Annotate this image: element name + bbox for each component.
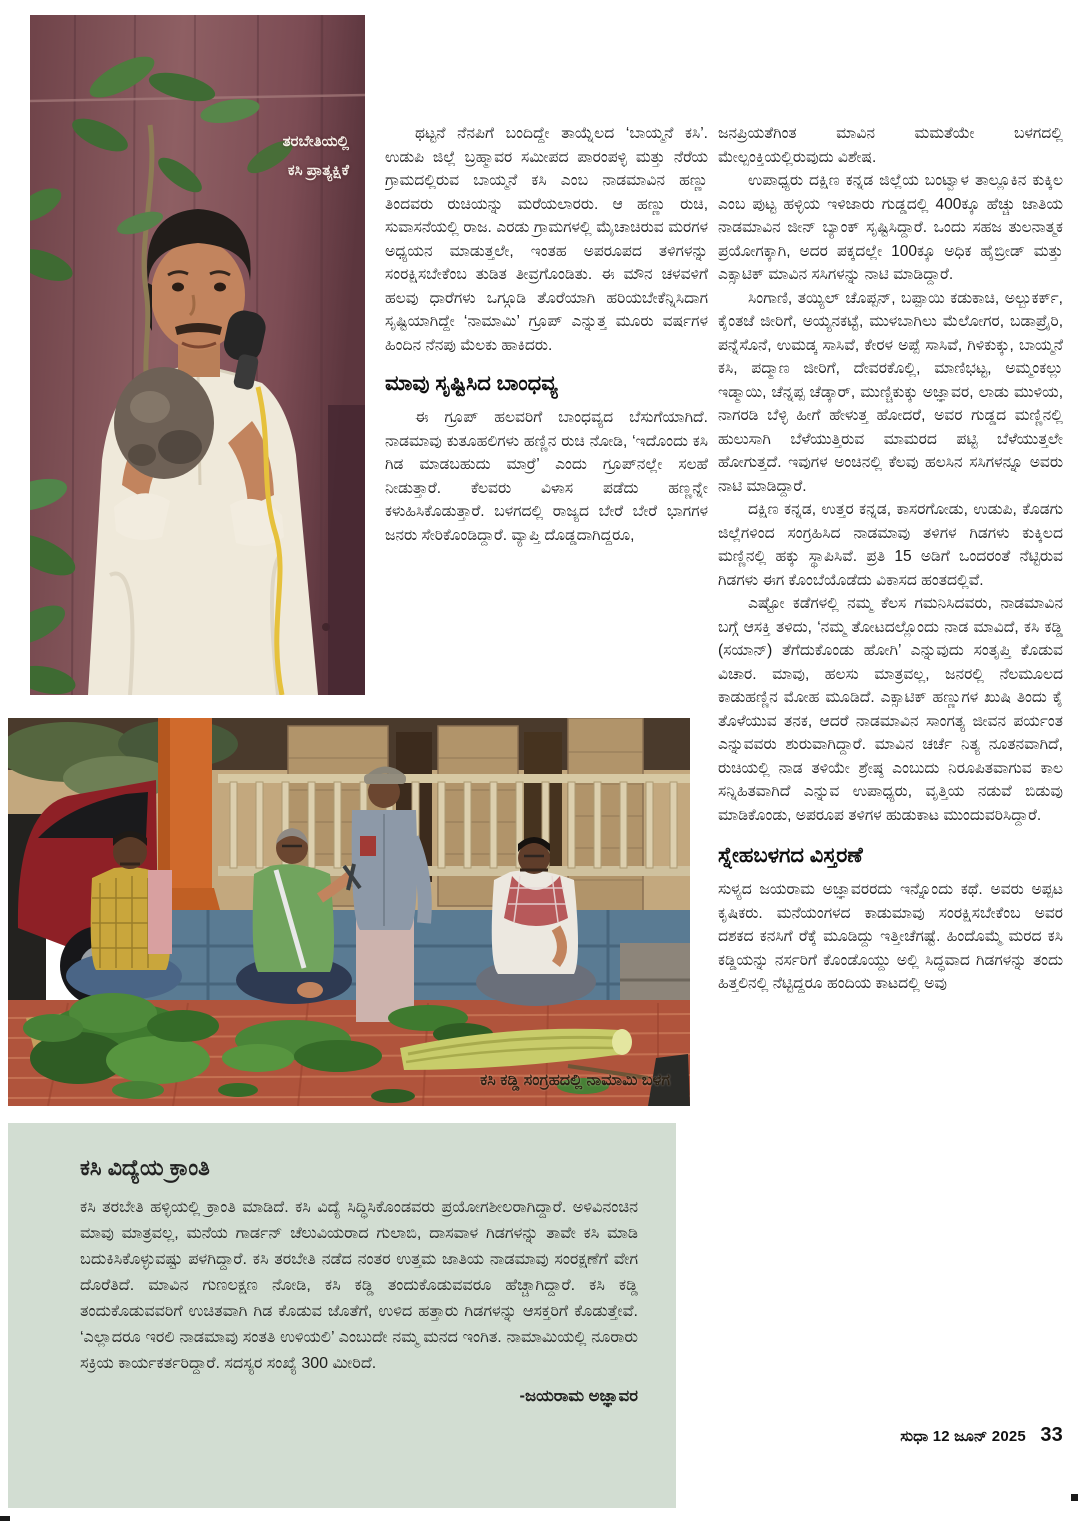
photo1-caption xyxy=(283,127,349,186)
paragraph: ದಕ್ಷಿಣ ಕನ್ನಡ, ಉತ್ತರ ಕನ್ನಡ, ಕಾಸರಗೋಡು, ಉಡುಪಿ, ಕೊಡಗು ಜಿಲ್ಲೆಗಳಿಂದ ಸಂಗ್ರಹಿಸಿದ ನಾಡಮಾವು ತಳಿಗಳ ಗಿಡಗಳು ಕುಕ್ಕಿಲದ ಮಣ್ಣಿನಲ್ಲಿ ಹಕ್ಕು ಸ್ಥಾಪಿಸಿವೆ. ಪ್ರತಿ 15 ಅಡಿಗೆ ಒಂದರಂತೆ ನೆಟ್ಟಿರುವ ಗಿಡಗಳು ಈಗ ಕೊಂಬೆಯೊಡೆದು ವಿಕಾಸದ ಹಂತದಲ್ಲಿವೆ. xyxy=(718,501,1063,589)
paragraph: ಸುಳ್ಯದ ಜಯರಾಮ ಅಜ್ಞಾವರರದು ಇನ್ನೊಂದು ಕಥೆ. ಅವರು ಅಪ್ಪಟ ಕೃಷಿಕರು. ಮನೆಯಂಗಳದ ಕಾಡುಮಾವು ಸಂರಕ್ಷಿಸಬೇಕೆಂಬ ಅವರ ದಶಕದ ಕನಸಿಗೆ ರೆಕ್ಕೆ ಮೂಡಿದ್ದು ಇತ್ತೀಚೆಗಷ್ಟೆ. ಹಿಂದೊಮ್ಮೆ ಮರದ ಕಸಿ ಕಡ್ಡಿಯನ್ನು ನರ್ಸರಿಗೆ ಕೊಂಡೊಯ್ದು ಅಲ್ಲಿ ಸಿದ್ಧವಾದ ಗಿಡಗಳನ್ನು ತಂದು ಹಿತ್ತಲಿನಲ್ಲಿ ನೆಟ್ಟಿದ್ದರೂ ಹಂದಿಯ ಕಾಟದಲ್ಲಿ ಅವು xyxy=(718,881,1063,993)
highlight-box-heading: ಕಸಿ ವಿದ್ಯೆಯ ಕ್ರಾಂತಿ xyxy=(80,1155,210,1180)
photo2-caption: ಕಸಿ ಕಡ್ಡಿ ಸಂಗ್ರಹದಲ್ಲಿ ನಾಮಾಮಿ ಬಳಗ xyxy=(480,1072,670,1089)
highlight-box-body: ಕಸಿ ತರಬೇತಿ ಹಳ್ಳಿಯಲ್ಲಿ ಕ್ರಾಂತಿ ಮಾಡಿದೆ. ಕಸಿ ವಿದ್ಯೆ ಸಿದ್ಧಿಸಿಕೊಂಡವರು ಪ್ರಯೋಗಶೀಲರಾಗಿದ್ದಾರೆ. ಅಳಿವಿನಂಚಿನ ಮಾವು ಮಾತ್ರವಲ್ಲ, ಮನೆಯ ಗಾರ್ಡನ್ ಚೆಲುವಿಯರಾದ ಗುಲಾಬಿ, ದಾಸವಾಳ ಗಿಡಗಳನ್ನು ತಾವೇ ಕಸಿ ಮಾಡಿ ಬದುಕಿಸಿಕೊಳ್ಳುವಷ್ಟು ಪಳಗಿದ್ದಾರೆ. ಕಸಿ ತರಬೇತಿ ನಡೆದ ನಂತರ ಉತ್ತಮ ಜಾತಿಯ ನಾಡಮಾವು ಸಂರಕ್ಷಣೆಗೆ ವೇಗ ದೊರೆತಿದೆ. ಮಾವಿನ ಗುಣಲಕ್ಷಣ ನೋಡಿ, ಕಸಿ ಕಡ್ಡಿ ತಂದುಕೊಡುವವರೂ ಹೆಚ್ಚಾಗಿದ್ದಾರೆ. ಕಸಿ ಕಡ್ಡಿ ತಂದುಕೊಡುವವರಿಗೆ ಉಚಿತವಾಗಿ ಗಿಡ ಕೊಡುವ ಜೊತೆಗೆ, ಉಳಿದ ಹತ್ತಾರು ಗಿಡಗಳನ್ನು ಆಸಕ್ತರಿಗೆ ಕೊಡುತ್ತೇವೆ. ‘ಎಲ್ಲಾದರೂ ಇರಲಿ ನಾಡಮಾವು ಸಂತತಿ ಉಳಿಯಲಿ’ ಎಂಬುದೇ ನಮ್ಮ ಮನದ ಇಂಗಿತ. ನಾಮಾಮಿಯಲ್ಲಿ ನೂರಾರು ಸಕ್ರಿಯ ಕಾರ್ಯಕರ್ತರಿದ್ದಾರೆ. ಸದಸ್ಯರ ಸಂಖ್ಯೆ 300 ಮೀರಿದೆ. xyxy=(80,1199,638,1372)
paragraph: ಸಿಂಗಾಣಿ, ತಯ್ಯಿಲ್ ಚೊಪ್ಪನ್, ಬಪ್ಪಾಯಿ ಕಡುಕಾಚಿ, ಅಲ್ಬುಕರ್ಕ್, ಕೈಂತಜೆ ಜೀರಿಗೆ, ಅಯ್ಯನಕಟ್ಟೆ, ಮುಳಬಾಗಿಲು ಮೆಲೋಗರ, ಬಡಾಪ್ರೈರಿ, ಪನ್ನೆಸೊನೆ, ಉಮಡ್ಕ ಸಾಸಿವೆ, ಕೇರಳ ಅಪ್ಪೆ ಸಾಸಿವೆ, ಗಿಳಿಕುಕ್ಕು, ಬಾಯ್ಮನೆ ಕಸಿ, ಪದ್ಮಾಣ ಜೀರಿಗೆ, ದೇವರಕೊಲ್ಲಿ, ಮಾಣಿಭಟ್ಟ, ಅಮ್ಮಂಕಲ್ಲು ಇಡ್ಮಾಯಿ, ಚೆನ್ನಪ್ಪ ಚೆಡ್ಕಾರ್, ಮುಣ್ಚಿಕುಕ್ಕು ಅಜ್ಞಾವರ, ಲಾಡು ಮುಳಿಯ, ನಾಗರಡಿ ಬೆಳ್ಳಿ ಹೀಗೆ ಹೇಳುತ್ತ ಹೋದರೆ, ಅವರ ಗುಡ್ಡದ ಮಣ್ಣಿನಲ್ಲಿ ಹುಲುಸಾಗಿ ಬೆಳೆಯುತ್ತಿರುವ ಮಾಮರದ ಪಟ್ಟಿ ಬೆಳೆಯುತ್ತಲೇ ಹೋಗುತ್ತದೆ. ಇವುಗಳ ಅಂಚಿನಲ್ಲಿ ಕೆಲವು ಹಲಸಿನ ಸಸಿಗಳನ್ನೂ ಅವರು ನಾಟಿ ಮಾಡಿದ್ದಾರೆ. xyxy=(718,289,1063,495)
page-edge-mark-left xyxy=(0,1516,10,1521)
page-edge-mark-right xyxy=(1071,1494,1078,1501)
photo-training-demo-illustration xyxy=(30,15,365,695)
photo-training-demo xyxy=(30,15,365,695)
magazine-issue: ಸುಧಾ 12 ಜೂನ್ 2025 xyxy=(900,1428,1026,1445)
section-heading-snehabalaga: ಸ್ನೇಹಬಳಗದ ವಿಸ್ತರಣೆ xyxy=(718,844,863,867)
page-footer xyxy=(718,1424,1063,1447)
paragraph: ಈ ಗ್ರೂಪ್ ಹಲವರಿಗೆ ಬಾಂಧವ್ಯದ ಬೆಸುಗೆಯಾಗಿದೆ. ನಾಡಮಾವು ಕುತೂಹಲಿಗಳು ಹಣ್ಣಿನ ರುಚಿ ನೋಡಿ, ‘ಇದೊಂದು ಕಸಿ ಗಿಡ ಮಾಡಬಹುದು ಮಾರ್ರೆ’ ಎಂದು ಗ್ರೂಪ್‌ನಲ್ಲೇ ಸಲಹೆ ನೀಡುತ್ತಾರೆ. ಕೆಲವರು ವಿಳಾಸ ಪಡೆದು ಹಣ್ಣನ್ನೇ ಕಳುಹಿಸಿಕೊಡುತ್ತಾರೆ. ಬಳಗದಲ್ಲಿ ರಾಜ್ಯದ ಬೇರೆ ಬೇರೆ ಭಾಗಗಳ ಜನರು ಸೇರಿಕೊಂಡಿದ್ದಾರೆ. ವ್ಯಾಪ್ತಿ ದೊಡ್ಡದಾಗಿದ್ದರೂ, xyxy=(385,409,708,544)
article-column-1 xyxy=(385,122,708,714)
page-number: 33 xyxy=(1040,1424,1063,1446)
photo-namami-group xyxy=(8,718,690,1106)
section-heading-mavu: ಮಾವು ಸೃಷ್ಟಿಸಿದ ಬಾಂಧವ್ಯ xyxy=(385,372,558,395)
highlight-box-byline: -ಜಯರಾಮ ಅಜ್ಞಾವರ xyxy=(519,1387,638,1405)
photo1-caption-line1: ತರಬೇತಿಯಲ್ಲಿ xyxy=(282,133,349,150)
photo-namami-group-illustration xyxy=(8,718,690,1106)
photo1-caption-line2: ಕಸಿ ಪ್ರಾತ್ಯಕ್ಷಿಕೆ xyxy=(287,162,349,180)
article-column-2 xyxy=(718,122,1063,1394)
paragraph: ಎಷ್ಟೋ ಕಡೆಗಳಲ್ಲಿ ನಮ್ಮ ಕೆಲಸ ಗಮನಿಸಿದವರು, ನಾಡಮಾವಿನ ಬಗ್ಗೆ ಆಸಕ್ತಿ ತಳಿದು, ‘ನಮ್ಮ ತೋಟದಲ್ಲೊಂದು ನಾಡ ಮಾವಿದೆ, ಕಸಿ ಕಡ್ಡಿ (ಸಯಾನ್) ತೆಗೆದುಕೊಂಡು ಹೋಗಿ’ ಎನ್ನುವುದು ಸಂತೃಪ್ತಿ ಕೊಡುವ ವಿಚಾರ. ಮಾವು, ಹಲಸು ಮಾತ್ರವಲ್ಲ, ಜನರಲ್ಲಿ ನೆಲಮೂಲದ ಕಾಡುಹಣ್ಣಿನ ಮೋಹ ಮೂಡಿದೆ. ಎಕ್ಸಾಟಿಕ್ ಹಣ್ಣುಗಳ ಖುಷಿ ತಿಂದು ಕೈ ತೊಳೆಯುವ ತನಕ, ಆದರೆ ನಾಡಮಾವಿನ ಸಾಂಗತ್ಯ ಜೀವನ ಪರ್ಯಂತ ಎನ್ನುವವರು ಶುರುವಾಗಿದ್ದಾರೆ. ಮಾವಿನ ಚರ್ಚೆ ನಿತ್ಯ ನೂತನವಾಗಿದೆ, ರುಚಿಯಲ್ಲಿ ನಾಡ ತಳಿಯೇ ಶ್ರೇಷ್ಠ ಎಂಬುದು ನಿರೂಪಿತವಾಗುವ ಕಾಲ ಸನ್ನಿಹಿತವಾಗಿದೆ ಎನ್ನುವ ಉಪಾಧ್ಯರು, ವೃತ್ತಿಯ ನಡುವೆ ಬಿಡುವು ಮಾಡಿಕೊಂಡು, ಅಪರೂಪ ತಳಿಗಳ ಹುಡುಕಾಟ ಮುಂದುವರಿಸಿದ್ದಾರೆ. xyxy=(718,595,1063,824)
highlight-box-kasi-vidye xyxy=(8,1123,676,1508)
paragraph: ಥಟ್ಟನೆ ನೆನಪಿಗೆ ಬಂದಿದ್ದೇ ತಾಯ್ನೆಲದ ‘ಬಾಯ್ಮನೆ ಕಸಿ’. ಉಡುಪಿ ಜಿಲ್ಲೆ ಬ್ರಹ್ಮಾವರ ಸಮೀಪದ ಪಾರಂಪಳ್ಳಿ ಮತ್ತು ನೆರೆಯ ಗ್ರಾಮದಲ್ಲಿರುವ ಬಾಯ್ಮನೆ ಕಸಿ ಎಂಬ ನಾಡಮಾವಿನ ಹಣ್ಣು ತಿಂದವರು ರುಚಿಯನ್ನು ಮರೆಯಲಾರರು. ಆ ಹಣ್ಣು ರುಚಿ, ಸುವಾಸನೆಯಲ್ಲಿ ರಾಜ. ಎರಡು ಗ್ರಾಮಗಳಲ್ಲಿ ಮೈಚಾಚಿರುವ ಮರಗಳ ಅಧ್ಯಯನ ಮಾಡುತ್ತಲೇ, ಇಂತಹ ಅಪರೂಪದ ತಳಿಗಳನ್ನು ಸಂರಕ್ಷಿಸಬೇಕೆಂಬ ತುಡಿತ ತೀವ್ರಗೊಂಡಿತು. ಈ ಮೌನ ಚಳವಳಿಗೆ ಹಲವು ಧಾರೆಗಳು ಒಗ್ಗೂಡಿ ತೊರೆಯಾಗಿ ಹರಿಯಬೇಕೆನ್ನಿಸಿದಾಗ ಸೃಷ್ಟಿಯಾಗಿದ್ದೇ ‘ನಾಮಾಮಿ’ ಗ್ರೂಪ್ ಎನ್ನುತ್ತ ಮೂರು ವರ್ಷಗಳ ಹಿಂದಿನ ನೆನಪು ಮೆಲಕು ಹಾಕಿದರು. xyxy=(385,125,708,354)
paragraph: ಜನಪ್ರಿಯತೆಗಿಂತ ಮಾವಿನ ಮಮತೆಯೇ ಬಳಗದಲ್ಲಿ ಮೇಲ್ಪಂಕ್ತಿಯಲ್ಲಿರುವುದು ವಿಶೇಷ. xyxy=(718,125,1063,166)
paragraph: ಉಪಾಧ್ಯರು ದಕ್ಷಿಣ ಕನ್ನಡ ಜಿಲ್ಲೆಯ ಬಂಟ್ವಾಳ ತಾಲ್ಲೂಕಿನ ಕುಕ್ಕಿಲ ಎಂಬ ಪುಟ್ಟ ಹಳ್ಳಿಯ ಇಳಿಜಾರು ಗುಡ್ಡದಲ್ಲಿ 400ಕ್ಕೂ ಹೆಚ್ಚು ಜಾತಿಯ ನಾಡಮಾವಿನ ಜೀನ್ ಬ್ಯಾಂಕ್ ಸೃಷ್ಟಿಸಿದ್ದಾರೆ. ಒಂದು ಸಹಜ ತುಲನಾತ್ಮಕ ಪ್ರಯೋಗಕ್ಕಾಗಿ, ಅದರ ಪಕ್ಕದಲ್ಲೇ 100ಕ್ಕೂ ಅಧಿಕ ಹೈಬ್ರೀಡ್ ಮತ್ತು ಎಕ್ಸಾಟಿಕ್ ಮಾವಿನ ಸಸಿಗಳನ್ನು ನಾಟಿ ಮಾಡಿದ್ದಾರೆ. xyxy=(718,172,1063,283)
